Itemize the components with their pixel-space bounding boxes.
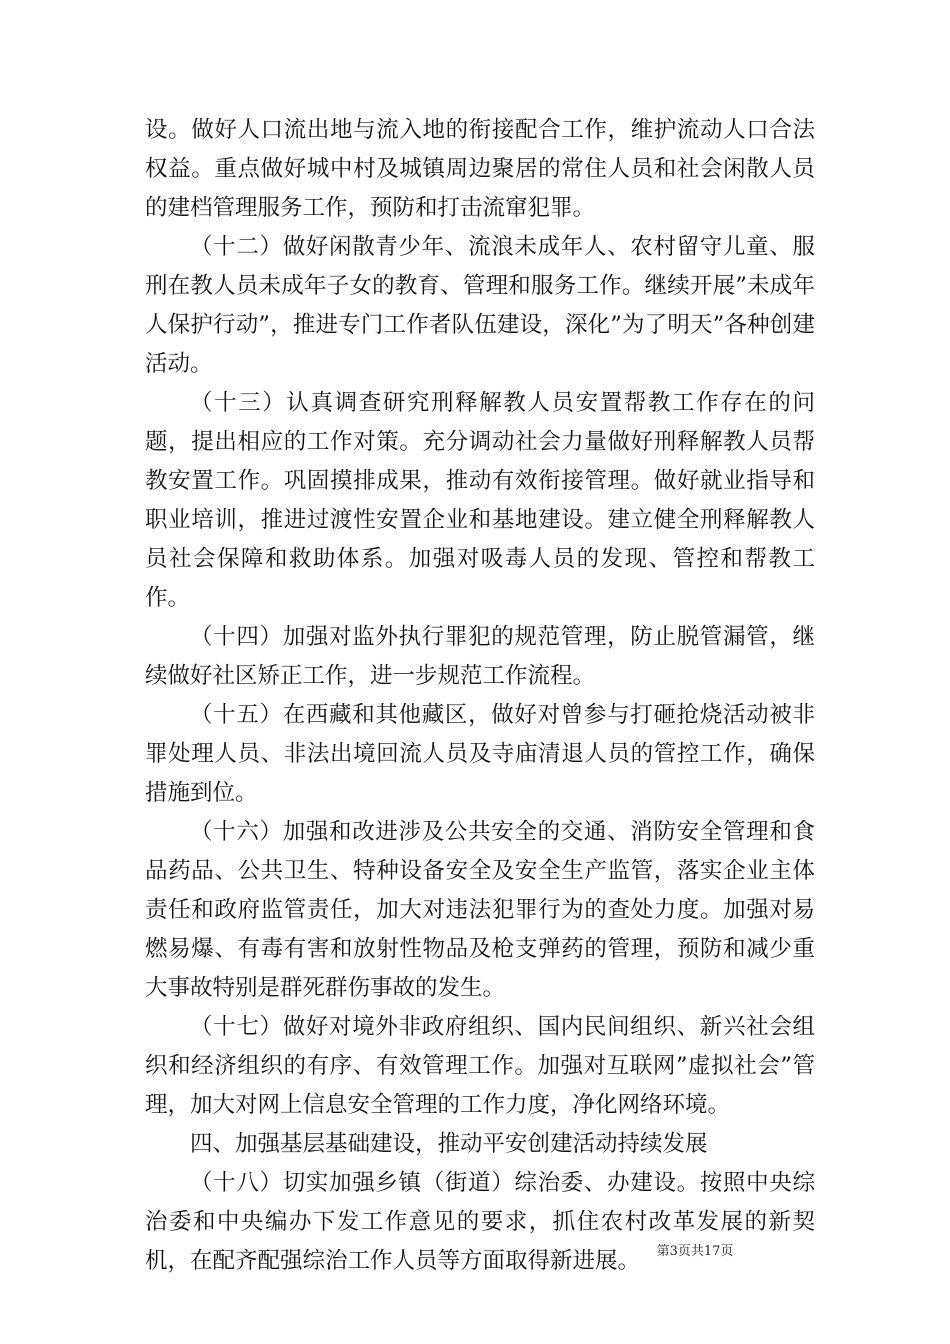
paragraph-item-12: （十二）做好闲散青少年、流浪未成年人、农村留守儿童、服刑在教人员未成年子女的教育、管理和服务工作。继续开展”未成年人保护行动”，推进专门工作者队伍建设，深化”为了明天”各种创建活动。 bbox=[145, 234, 815, 377]
paragraph-item-17: （十七）做好对境外非政府组织、国内民间组织、新兴社会组织和经济组织的有序、有效管理工作。加强对互联网”虚拟社会”管理，加大对网上信息安全管理的工作力度，净化网络环境。 bbox=[145, 1014, 815, 1118]
document-body bbox=[145, 111, 815, 1281]
paragraph-item-15: （十五）在西藏和其他藏区，做好对曾参与打砸抢烧活动被非罪处理人员、非法出境回流人员及寺庙清退人员的管控工作，确保措施到位。 bbox=[145, 702, 815, 806]
page-number: 第3页共17页 bbox=[656, 1244, 734, 1259]
paragraph-continuation: 设。做好人口流出地与流入地的衔接配合工作，维护流动人口合法权益。重点做好城中村及城镇周边聚居的常住人员和社会闲散人员的建档管理服务工作，预防和打击流窜犯罪。 bbox=[145, 117, 815, 221]
paragraph-item-14: （十四）加强对监外执行罪犯的规范管理，防止脱管漏管，继续做好社区矫正工作，进一步规范工作流程。 bbox=[145, 624, 815, 689]
paragraph-item-18: （十八）切实加强乡镇（街道）综治委、办建设。按照中央综治委和中央编办下发工作意见的要求，抓住农村改革发展的新契机，在配齐配强综治工作人员等方面取得新进展。 bbox=[145, 1170, 815, 1274]
section-heading-4: 四、加强基层基础建设，推动平安创建活动持续发展 bbox=[190, 1131, 708, 1157]
paragraph-item-13: （十三）认真调查研究刑释解教人员安置帮教工作存在的问题，提出相应的工作对策。充分调动社会力量做好刑释解教人员帮教安置工作。巩固摸排成果，推动有效衔接管理。做好就业指导和职业培训，推进过渡性安置企业和基地建设。建立健全刑释解教人员社会保障和救助体系。加强对吸毒人员的发现、管控和帮教工作。 bbox=[145, 390, 815, 611]
paragraph-item-16: （十六）加强和改进涉及公共安全的交通、消防安全管理和食品药品、公共卫生、特种设备安全及安全生产监管，落实企业主体责任和政府监管责任，加大对违法犯罪行为的查处力度。加强对易燃易爆、有毒有害和放射性物品及枪支弹药的管理，预防和减少重大事故特别是群死群伤事故的发生。 bbox=[145, 819, 815, 1001]
